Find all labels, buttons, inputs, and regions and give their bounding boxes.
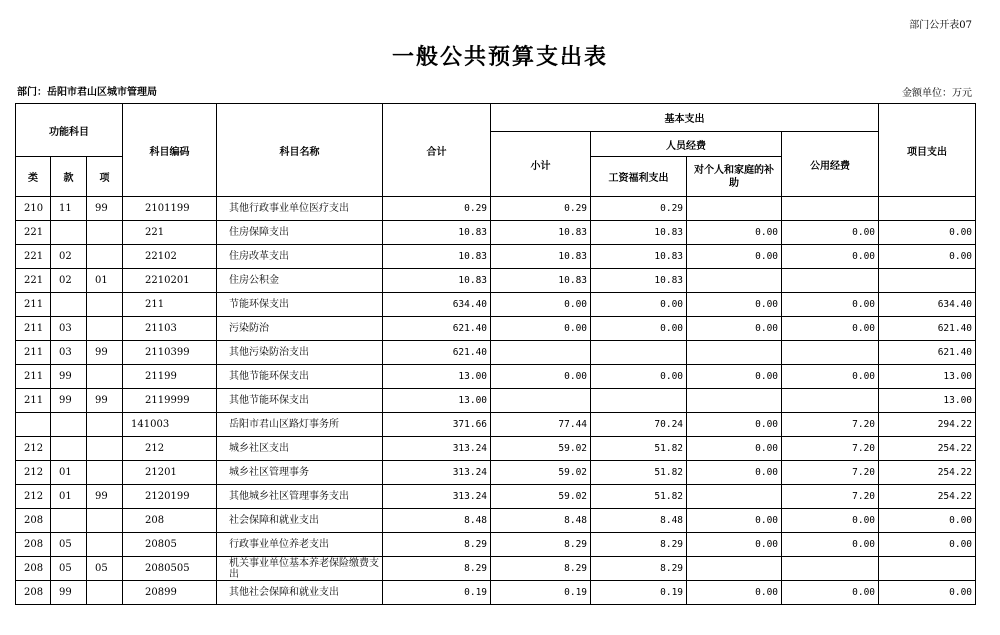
cell-salary: 10.83 xyxy=(591,269,687,293)
cell-public: 0.00 xyxy=(782,245,879,269)
cell-name: 污染防治 xyxy=(217,317,383,341)
cell-kuan: 02 xyxy=(51,269,87,293)
cell-salary: 51.82 xyxy=(591,461,687,485)
budget-table xyxy=(15,103,976,605)
cell-name: 其他节能环保支出 xyxy=(217,389,383,413)
cell-subsidy xyxy=(687,485,782,509)
header-name: 科目名称 xyxy=(217,104,383,197)
cell-name: 其他节能环保支出 xyxy=(217,365,383,389)
table-row xyxy=(16,341,976,365)
cell-kuan: 01 xyxy=(51,461,87,485)
cell-xiang: 99 xyxy=(87,485,123,509)
cell-xiang xyxy=(87,413,123,437)
unit-label: 金额单位：万元 xyxy=(902,88,972,99)
cell-code: 21199 xyxy=(123,365,217,389)
cell-subtotal xyxy=(491,341,591,365)
table-row xyxy=(16,389,976,413)
cell-kuan xyxy=(51,221,87,245)
cell-project: 0.00 xyxy=(879,581,976,605)
cell-kuan: 01 xyxy=(51,485,87,509)
cell-kuan xyxy=(51,293,87,317)
cell-name: 行政事业单位养老支出 xyxy=(217,533,383,557)
cell-total: 10.83 xyxy=(383,245,491,269)
cell-kuan xyxy=(51,413,87,437)
cell-total: 0.19 xyxy=(383,581,491,605)
cell-lei: 211 xyxy=(16,341,51,365)
cell-total: 13.00 xyxy=(383,365,491,389)
cell-code: 2080505 xyxy=(123,557,217,581)
cell-xiang xyxy=(87,365,123,389)
cell-code: 21201 xyxy=(123,461,217,485)
header-subtotal: 小计 xyxy=(491,132,591,197)
cell-public: 0.00 xyxy=(782,581,879,605)
cell-subsidy: 0.00 xyxy=(687,533,782,557)
header-func-subject: 功能科目 xyxy=(16,104,123,157)
table-row xyxy=(16,485,976,509)
cell-salary: 0.00 xyxy=(591,317,687,341)
cell-kuan: 99 xyxy=(51,581,87,605)
cell-public: 7.20 xyxy=(782,437,879,461)
cell-xiang: 99 xyxy=(87,197,123,221)
table-row xyxy=(16,269,976,293)
header-code: 科目编码 xyxy=(123,104,217,197)
cell-salary: 51.82 xyxy=(591,437,687,461)
cell-salary: 0.29 xyxy=(591,197,687,221)
cell-total: 313.24 xyxy=(383,461,491,485)
cell-subtotal: 77.44 xyxy=(491,413,591,437)
cell-code: 2120199 xyxy=(123,485,217,509)
cell-salary xyxy=(591,341,687,365)
cell-xiang: 99 xyxy=(87,341,123,365)
cell-name: 节能环保支出 xyxy=(217,293,383,317)
cell-public: 0.00 xyxy=(782,221,879,245)
cell-name: 城乡社区管理事务 xyxy=(217,461,383,485)
cell-lei: 208 xyxy=(16,533,51,557)
cell-name: 住房保障支出 xyxy=(217,221,383,245)
cell-name: 机关事业单位基本养老保险缴费支出 xyxy=(217,557,383,581)
cell-subsidy xyxy=(687,557,782,581)
cell-code: 141003 xyxy=(123,413,217,437)
cell-subtotal: 59.02 xyxy=(491,437,591,461)
header-subsidy: 对个人和家庭的补助 xyxy=(687,157,782,197)
cell-public xyxy=(782,269,879,293)
cell-project xyxy=(879,269,976,293)
cell-code: 221 xyxy=(123,221,217,245)
table-row xyxy=(16,197,976,221)
cell-public xyxy=(782,389,879,413)
cell-project: 621.40 xyxy=(879,341,976,365)
table-row xyxy=(16,245,976,269)
cell-lei: 212 xyxy=(16,485,51,509)
cell-salary: 10.83 xyxy=(591,221,687,245)
cell-total: 313.24 xyxy=(383,485,491,509)
cell-kuan xyxy=(51,509,87,533)
cell-subsidy: 0.00 xyxy=(687,245,782,269)
cell-kuan: 03 xyxy=(51,317,87,341)
cell-subsidy: 0.00 xyxy=(687,317,782,341)
cell-public: 0.00 xyxy=(782,509,879,533)
cell-subsidy: 0.00 xyxy=(687,293,782,317)
cell-public xyxy=(782,557,879,581)
cell-code: 212 xyxy=(123,437,217,461)
cell-name: 住房公积金 xyxy=(217,269,383,293)
cell-kuan: 05 xyxy=(51,557,87,581)
cell-code: 2110399 xyxy=(123,341,217,365)
cell-subsidy: 0.00 xyxy=(687,437,782,461)
cell-public: 0.00 xyxy=(782,533,879,557)
cell-salary: 0.00 xyxy=(591,293,687,317)
cell-subsidy xyxy=(687,341,782,365)
cell-salary: 10.83 xyxy=(591,245,687,269)
cell-total: 10.83 xyxy=(383,221,491,245)
cell-project: 0.00 xyxy=(879,533,976,557)
cell-total: 8.29 xyxy=(383,533,491,557)
cell-project: 0.00 xyxy=(879,509,976,533)
cell-code: 2101199 xyxy=(123,197,217,221)
table-row xyxy=(16,317,976,341)
cell-total: 621.40 xyxy=(383,317,491,341)
cell-code: 22102 xyxy=(123,245,217,269)
cell-project xyxy=(879,197,976,221)
table-row xyxy=(16,461,976,485)
cell-subtotal: 8.48 xyxy=(491,509,591,533)
header-project: 项目支出 xyxy=(879,104,976,197)
cell-xiang xyxy=(87,245,123,269)
cell-total: 10.83 xyxy=(383,269,491,293)
cell-total: 621.40 xyxy=(383,341,491,365)
cell-name: 住房改革支出 xyxy=(217,245,383,269)
cell-subsidy: 0.00 xyxy=(687,461,782,485)
cell-project xyxy=(879,557,976,581)
cell-lei: 221 xyxy=(16,245,51,269)
cell-xiang xyxy=(87,317,123,341)
cell-subsidy: 0.00 xyxy=(687,509,782,533)
cell-subsidy: 0.00 xyxy=(687,221,782,245)
cell-project: 13.00 xyxy=(879,389,976,413)
cell-project: 254.22 xyxy=(879,437,976,461)
cell-xiang xyxy=(87,533,123,557)
cell-total: 8.48 xyxy=(383,509,491,533)
cell-xiang xyxy=(87,509,123,533)
table-row xyxy=(16,365,976,389)
cell-xiang xyxy=(87,461,123,485)
cell-subtotal: 0.00 xyxy=(491,365,591,389)
cell-kuan: 03 xyxy=(51,341,87,365)
cell-subtotal: 0.29 xyxy=(491,197,591,221)
cell-salary: 0.19 xyxy=(591,581,687,605)
cell-salary: 0.00 xyxy=(591,365,687,389)
cell-subtotal: 8.29 xyxy=(491,533,591,557)
cell-lei: 211 xyxy=(16,293,51,317)
cell-public xyxy=(782,197,879,221)
cell-subsidy: 0.00 xyxy=(687,365,782,389)
cell-total: 634.40 xyxy=(383,293,491,317)
cell-total: 0.29 xyxy=(383,197,491,221)
table-row xyxy=(16,437,976,461)
cell-salary: 8.48 xyxy=(591,509,687,533)
cell-subtotal: 0.00 xyxy=(491,317,591,341)
cell-lei: 210 xyxy=(16,197,51,221)
cell-project: 0.00 xyxy=(879,221,976,245)
cell-subsidy: 0.00 xyxy=(687,413,782,437)
cell-project: 254.22 xyxy=(879,485,976,509)
cell-lei: 211 xyxy=(16,317,51,341)
cell-public xyxy=(782,341,879,365)
cell-xiang: 99 xyxy=(87,389,123,413)
cell-code: 20899 xyxy=(123,581,217,605)
cell-subsidy xyxy=(687,269,782,293)
cell-kuan: 99 xyxy=(51,365,87,389)
cell-name: 城乡社区支出 xyxy=(217,437,383,461)
table-row xyxy=(16,509,976,533)
table-row xyxy=(16,221,976,245)
cell-public: 7.20 xyxy=(782,485,879,509)
cell-lei: 208 xyxy=(16,509,51,533)
cell-subtotal: 59.02 xyxy=(491,485,591,509)
table-row xyxy=(16,557,976,581)
cell-code: 211 xyxy=(123,293,217,317)
cell-public: 0.00 xyxy=(782,365,879,389)
cell-project: 0.00 xyxy=(879,245,976,269)
cell-lei xyxy=(16,413,51,437)
cell-project: 254.22 xyxy=(879,461,976,485)
cell-public: 0.00 xyxy=(782,293,879,317)
cell-xiang: 05 xyxy=(87,557,123,581)
cell-subsidy: 0.00 xyxy=(687,581,782,605)
cell-subtotal: 8.29 xyxy=(491,557,591,581)
cell-subtotal xyxy=(491,389,591,413)
cell-xiang xyxy=(87,581,123,605)
table-row xyxy=(16,581,976,605)
header-total: 合计 xyxy=(383,104,491,197)
cell-name: 其他污染防治支出 xyxy=(217,341,383,365)
cell-lei: 211 xyxy=(16,365,51,389)
cell-subtotal: 0.19 xyxy=(491,581,591,605)
cell-lei: 208 xyxy=(16,581,51,605)
cell-public: 7.20 xyxy=(782,413,879,437)
cell-subtotal: 10.83 xyxy=(491,221,591,245)
cell-subsidy xyxy=(687,389,782,413)
table-row xyxy=(16,293,976,317)
cell-salary: 8.29 xyxy=(591,533,687,557)
cell-total: 8.29 xyxy=(383,557,491,581)
header-basic: 基本支出 xyxy=(491,104,879,132)
cell-subsidy xyxy=(687,197,782,221)
cell-total: 371.66 xyxy=(383,413,491,437)
cell-kuan: 11 xyxy=(51,197,87,221)
header-kuan: 款 xyxy=(51,157,87,197)
cell-salary: 70.24 xyxy=(591,413,687,437)
cell-salary: 51.82 xyxy=(591,485,687,509)
table-row xyxy=(16,533,976,557)
cell-kuan: 02 xyxy=(51,245,87,269)
cell-lei: 212 xyxy=(16,437,51,461)
cell-project: 634.40 xyxy=(879,293,976,317)
table-row xyxy=(16,413,976,437)
cell-project: 13.00 xyxy=(879,365,976,389)
cell-subtotal: 59.02 xyxy=(491,461,591,485)
cell-name: 其他城乡社区管理事务支出 xyxy=(217,485,383,509)
cell-salary: 8.29 xyxy=(591,557,687,581)
cell-project: 294.22 xyxy=(879,413,976,437)
cell-public: 7.20 xyxy=(782,461,879,485)
table-body xyxy=(16,197,976,605)
header-lei: 类 xyxy=(16,157,51,197)
header-xiang: 项 xyxy=(87,157,123,197)
cell-subtotal: 10.83 xyxy=(491,245,591,269)
cell-lei: 212 xyxy=(16,461,51,485)
department-label: 部门：岳阳市君山区城市管理局 xyxy=(17,87,157,98)
cell-lei: 221 xyxy=(16,221,51,245)
cell-total: 313.24 xyxy=(383,437,491,461)
cell-code: 20805 xyxy=(123,533,217,557)
cell-name: 社会保障和就业支出 xyxy=(217,509,383,533)
cell-total: 13.00 xyxy=(383,389,491,413)
cell-salary xyxy=(591,389,687,413)
cell-kuan: 05 xyxy=(51,533,87,557)
form-code: 部门公开表07 xyxy=(909,20,972,31)
cell-lei: 211 xyxy=(16,389,51,413)
cell-code: 21103 xyxy=(123,317,217,341)
cell-xiang xyxy=(87,293,123,317)
cell-subtotal: 10.83 xyxy=(491,269,591,293)
cell-xiang xyxy=(87,437,123,461)
cell-public: 0.00 xyxy=(782,317,879,341)
cell-lei: 221 xyxy=(16,269,51,293)
cell-xiang xyxy=(87,221,123,245)
page-title: 一般公共预算支出表 xyxy=(391,45,608,70)
cell-kuan: 99 xyxy=(51,389,87,413)
cell-lei: 208 xyxy=(16,557,51,581)
cell-name: 其他社会保障和就业支出 xyxy=(217,581,383,605)
header-salary: 工资福利支出 xyxy=(591,157,687,197)
header-personnel: 人员经费 xyxy=(591,132,782,157)
cell-kuan xyxy=(51,437,87,461)
cell-code: 2119999 xyxy=(123,389,217,413)
cell-xiang: 01 xyxy=(87,269,123,293)
cell-code: 208 xyxy=(123,509,217,533)
cell-name: 岳阳市君山区路灯事务所 xyxy=(217,413,383,437)
cell-code: 2210201 xyxy=(123,269,217,293)
cell-name: 其他行政事业单位医疗支出 xyxy=(217,197,383,221)
header-public: 公用经费 xyxy=(782,132,879,197)
cell-project: 621.40 xyxy=(879,317,976,341)
cell-subtotal: 0.00 xyxy=(491,293,591,317)
